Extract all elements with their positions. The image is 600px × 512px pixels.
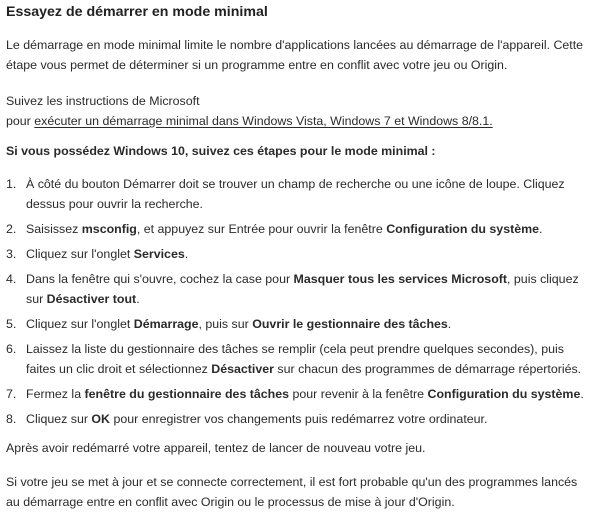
step-item	[6, 339, 594, 379]
step-item	[6, 314, 594, 334]
step-emphasis: msconfig	[81, 222, 137, 236]
step-text: sur chacun des programmes de démarrage répertoriés.	[273, 362, 582, 376]
article-title: Essayez de démarrer en mode minimal	[6, 4, 268, 20]
step-item	[6, 174, 594, 214]
step-text: pour revenir à la fenêtre	[289, 387, 428, 401]
step-number: 3.	[6, 247, 17, 261]
instructions-block	[6, 91, 594, 131]
step-item	[6, 219, 594, 239]
step-text: , et appuyez sur Entrée pour ouvrir la fenêtre	[136, 222, 387, 236]
step-number: 1.	[6, 177, 17, 191]
step-item	[6, 269, 594, 309]
step-text: Laissez la liste du gestionnaire des tâches se remplir (cela peut prendre quelques secondes), puis faites un clic droit et sélectionnez	[26, 342, 564, 376]
step-text: , puis sur	[198, 317, 253, 331]
step-emphasis: Services	[133, 247, 185, 261]
step-emphasis: fenêtre du gestionnaire des tâches	[84, 387, 290, 401]
intro-paragraph: Le démarrage en mode minimal limite le nombre d'applications lancées au démarrage de l'appareil. Cette étape vous permet de déterminer si un programme entre en conflit avec votre jeu ou Origin.	[6, 38, 584, 72]
clean-boot-link[interactable]: exécuter un démarrage minimal dans Windows Vista, Windows 7 et Windows 8/8.1.	[34, 114, 493, 128]
step-text: Cliquez sur	[26, 412, 92, 426]
step-item	[6, 384, 594, 404]
step-item	[6, 409, 594, 429]
step-text: .	[447, 317, 452, 331]
step-text: Cliquez sur l'onglet	[26, 317, 134, 331]
step-text: pour enregistrer vos changements puis redémarrez votre ordinateur.	[110, 412, 488, 426]
instructions-for: pour	[6, 114, 31, 128]
step-text: Fermez la	[26, 387, 85, 401]
step-text: .	[184, 247, 189, 261]
step-text: Dans la fenêtre qui s'ouvre, cochez la case pour	[26, 272, 294, 286]
after-restart-paragraph: Après avoir redémarré votre appareil, tentez de lancer de nouveau votre jeu.	[6, 441, 426, 455]
step-text: .	[539, 222, 543, 236]
step-number: 7.	[6, 387, 17, 401]
step-emphasis: OK	[91, 412, 111, 426]
conclusion-paragraph: Si votre jeu se met à jour et se connecte correctement, il est fort probable qu'un des programmes lancés au démarrage entre en conflit avec Origin ou le processus de mise à jour d'Origin.	[6, 475, 578, 509]
step-emphasis: Démarrage	[133, 317, 199, 331]
steps-list	[6, 174, 594, 429]
step-text: Saisissez	[26, 222, 82, 236]
step-emphasis: Configuration du système	[427, 387, 581, 401]
step-emphasis: Masquer tous les services Microsoft	[293, 272, 508, 286]
step-text: À côté du bouton Démarrer doit se trouver un champ de recherche ou une icône de loupe. Cliquez dessus pour ouvrir la recherche.	[26, 177, 565, 211]
step-number: 4.	[6, 272, 17, 286]
step-text: Cliquez sur l'onglet	[26, 247, 134, 261]
step-number: 5.	[6, 317, 17, 331]
step-number: 6.	[6, 342, 17, 356]
step-text: , puis cliquez sur	[26, 272, 579, 306]
step-number: 8.	[6, 412, 17, 426]
instructions-prefix: Suivez les instructions de Microsoft	[6, 94, 200, 108]
step-item	[6, 244, 594, 264]
instructions-line	[6, 111, 594, 131]
step-emphasis: Désactiver tout	[46, 292, 137, 306]
step-emphasis: Configuration du système	[386, 222, 540, 236]
step-text: .	[136, 292, 140, 306]
step-emphasis: Désactiver	[211, 362, 274, 376]
step-emphasis: Ouvrir le gestionnaire des tâches	[252, 317, 448, 331]
windows10-heading: Si vous possédez Windows 10, suivez ces étapes pour le mode minimal :	[6, 144, 436, 158]
step-number: 2.	[6, 222, 17, 236]
step-text: .	[580, 387, 584, 401]
